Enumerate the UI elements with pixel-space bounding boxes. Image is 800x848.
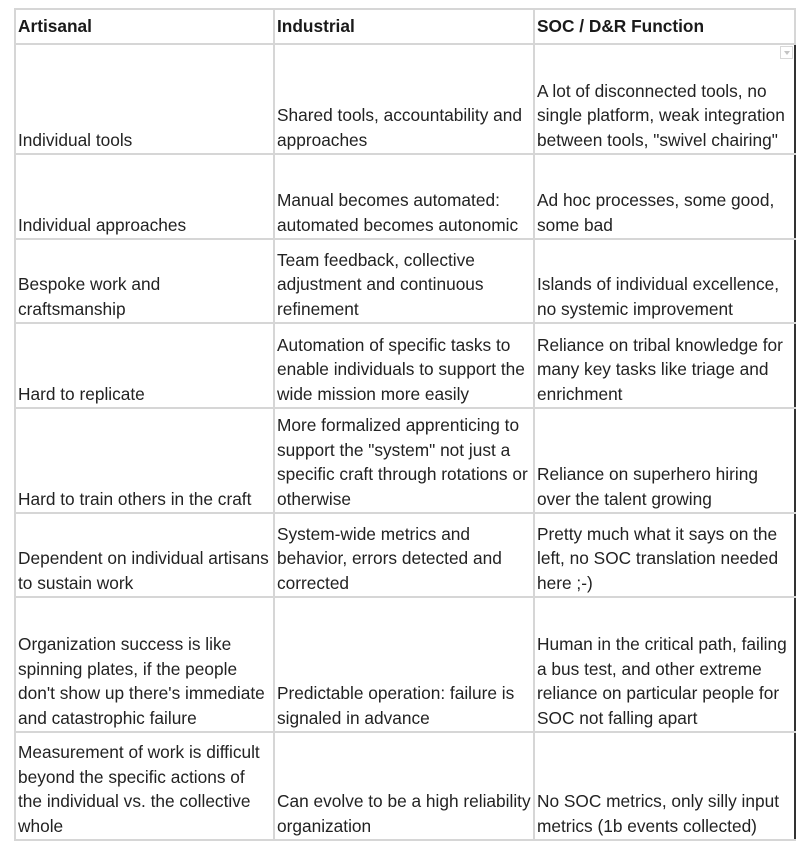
table-row <box>15 408 795 513</box>
table-row <box>15 323 795 408</box>
cell-industrial[interactable]: More formalized apprenticing to support the "system" not just a specific craft through rotations or otherwise <box>274 408 534 513</box>
cell-text: A lot of disconnected tools, no single platform, weak integration between tools, "swivel chairing" <box>537 80 785 150</box>
cell-industrial[interactable]: Automation of specific tasks to enable individuals to support the wide mission more easily <box>274 323 534 408</box>
cell-artisanal[interactable]: Individual tools <box>15 44 274 154</box>
cell-industrial[interactable]: Shared tools, accountability and approaches <box>274 44 534 154</box>
cell-soc-function[interactable]: Pretty much what it says on the left, no SOC translation needed here ;-) <box>534 513 795 597</box>
header-industrial[interactable]: Industrial <box>274 9 534 44</box>
cell-artisanal[interactable]: Measurement of work is difficult beyond the specific actions of the individual vs. the collective whole <box>15 732 274 840</box>
cell-soc-function[interactable]: Islands of individual excellence, no systemic improvement <box>534 239 795 323</box>
header-soc-function[interactable]: SOC / D&R Function <box>534 9 795 44</box>
cell-soc-function[interactable]: Ad hoc processes, some good, some bad <box>534 154 795 239</box>
table-row <box>15 154 795 239</box>
table-row <box>15 44 795 154</box>
header-row <box>15 9 795 44</box>
cell-soc-function[interactable]: No SOC metrics, only silly input metrics (1b events collected) <box>534 732 795 840</box>
table-row <box>15 732 795 840</box>
cell-industrial[interactable]: Team feedback, collective adjustment and continuous refinement <box>274 239 534 323</box>
table-row <box>15 597 795 732</box>
dropdown-arrow-icon[interactable] <box>780 46 793 59</box>
comparison-table <box>14 8 796 841</box>
table-row <box>15 513 795 597</box>
cell-soc-function[interactable]: Reliance on tribal knowledge for many key tasks like triage and enrichment <box>534 323 795 408</box>
cell-industrial[interactable]: Manual becomes automated: automated becomes autonomic <box>274 154 534 239</box>
cell-artisanal[interactable]: Dependent on individual artisans to sustain work <box>15 513 274 597</box>
cell-artisanal[interactable]: Bespoke work and craftsmanship <box>15 239 274 323</box>
cell-artisanal[interactable]: Hard to train others in the craft <box>15 408 274 513</box>
cell-artisanal[interactable]: Organization success is like spinning plates, if the people don't show up there's immediate and catastrophic failure <box>15 597 274 732</box>
cell-industrial[interactable]: Predictable operation: failure is signaled in advance <box>274 597 534 732</box>
cell-soc-function[interactable] <box>534 44 795 154</box>
cell-soc-function[interactable]: Reliance on superhero hiring over the talent growing <box>534 408 795 513</box>
table-row <box>15 239 795 323</box>
cell-artisanal[interactable]: Hard to replicate <box>15 323 274 408</box>
cell-industrial[interactable]: System-wide metrics and behavior, errors detected and corrected <box>274 513 534 597</box>
cell-artisanal[interactable]: Individual approaches <box>15 154 274 239</box>
header-artisanal[interactable]: Artisanal <box>15 9 274 44</box>
cell-industrial[interactable]: Can evolve to be a high reliability organization <box>274 732 534 840</box>
cell-soc-function[interactable]: Human in the critical path, failing a bus test, and other extreme reliance on particular people for SOC not falling apart <box>534 597 795 732</box>
